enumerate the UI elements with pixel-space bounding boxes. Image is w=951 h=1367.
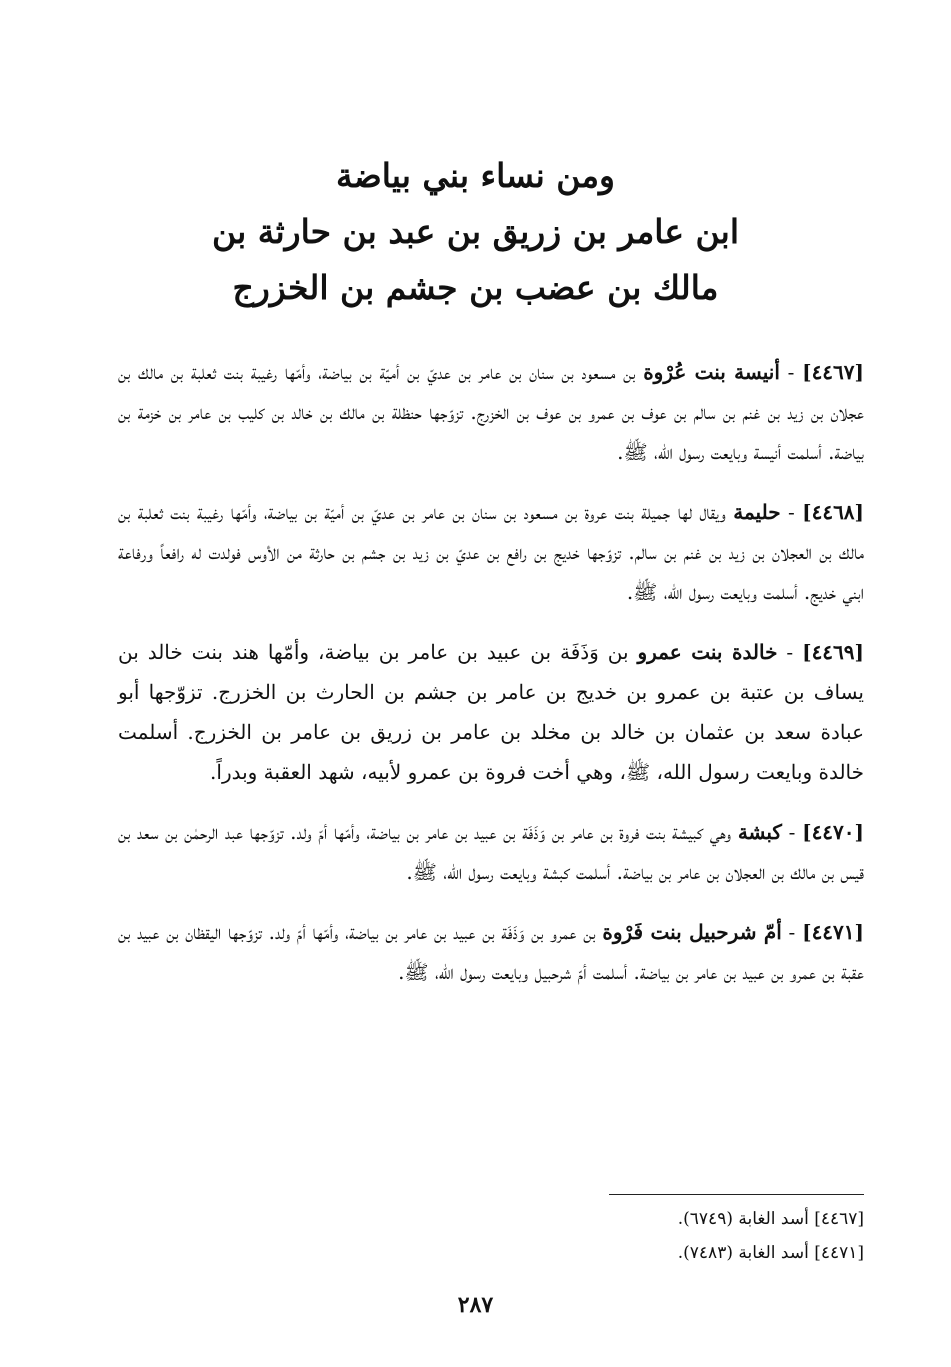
entry-name: حليمة bbox=[733, 500, 781, 524]
heading-line-1: ومن نساء بني بياضة bbox=[336, 156, 615, 195]
entry-text: ويقال لها جميلة بنت عروة بن مسعود بن سنان بن عامر بن عديّ بن أميّة بن بياضة، وأمّها رغيبة بنت ثعلبة بن مالك بن العجلان بن زيد بن غنم بن سالم. تزوّجها خديج بن رافع بن عديّ بن زيد بن جشم بن حارثة من الأوس فولدت له رافعاً ورفاعة ابني خديج. أسلمت وبايعت رسول الله، ﷺ. bbox=[118, 500, 864, 604]
entry-name: كبشة bbox=[737, 820, 782, 844]
section-heading bbox=[120, 148, 831, 316]
footnotes bbox=[480, 1202, 864, 1270]
entry-number: [٤٤٦٧] bbox=[802, 360, 864, 384]
entry-name: أنيسة بنت عُرْوة bbox=[643, 360, 780, 384]
page-number: ٢٨٧ bbox=[457, 1292, 494, 1318]
biography-entry: [٤٤٧١] - أمّ شرحبيل بنت فَرْوة بن عمرو بن وَذَفَة بن عبيد بن عامر بن بياضة، وأمّها أمّ ولد. تزوّجها اليقظان بن عبيد بن عقبة بن عمرو بن عبيد بن عامر بن بياضة. أسلمت أمّ شرحبيل وبايعت رسول الله، ﷺ. bbox=[118, 920, 864, 984]
entry-text: وهي كبيشة بنت فروة بن عامر بن وَذَفَة بن عبيد بن عامر بن بياضة، وأمّها أمّ ولد. تزوّجها عبد الرحمٰن بن سعد بن قيس بن مالك بن العجلان بن عامر بن بياضة. أسلمت كبشة وبايعت رسول الله، ﷺ. bbox=[118, 820, 864, 884]
footnote-divider bbox=[609, 1194, 864, 1195]
biography-entry: [٤٤٦٩] - خالدة بنت عمرو بن وَذَفَة بن عبيد بن عامر بن بياضة، وأمّها هند بنت خالد بن يساف بن عتبة بن عمرو بن خديج بن عامر بن جشم بن الحارث بن الخزرج. تزوّجها أبو عبادة سعد بن عثمان بن خالد بن مخلد بن عامر بن زريق بن عامر بن الخزرج. أسلمت خالدة وبايعت رسول الله، ﷺ، وهي أخت فروة بن عمرو لأبيه، شهد العقبة وبدراً. bbox=[118, 640, 864, 784]
entry-text: بن عمرو بن وَذَفَة بن عبيد بن عامر بن بياضة، وأمّها أمّ ولد. تزوّجها اليقظان بن عبيد بن عقبة بن عمرو بن عبيد بن عامر بن بياضة. أسلمت أمّ شرحبيل وبايعت رسول الله، ﷺ. bbox=[118, 920, 864, 984]
footnote: [٤٤٦٧] أسد الغابة (٦٧٤٩). bbox=[677, 1209, 864, 1229]
biography-entry: [٤٤٧٠] - كبشة وهي كبيشة بنت فروة بن عامر بن وَذَفَة بن عبيد بن عامر بن بياضة، وأمّها أمّ ولد. تزوّجها عبد الرحمٰن بن سعد بن قيس بن مالك بن العجلان بن عامر بن بياضة. أسلمت كبشة وبايعت رسول الله، ﷺ. bbox=[118, 820, 864, 884]
heading-line-2: ابن عامر بن زريق بن عبد بن حارثة بن bbox=[211, 212, 740, 251]
footnote: [٤٤٧١] أسد الغابة (٧٤٨٣). bbox=[677, 1243, 864, 1263]
entry-number: [٤٤٦٩] bbox=[802, 640, 864, 664]
biography-entry: [٤٤٦٧] - أنيسة بنت عُرْوة بن مسعود بن سنان بن عامر بن عديّ بن أميّة بن بياضة، وأمّها رغيبة بنت ثعلبة بن مالك بن عجلان بن زيد بن غنم بن سالم بن عوف بن عمرو بن عوف بن الخزرج. تزوّجها حنظلة بن مالك بن خالد بن كليب بن عامر بن خزمة بن بياضة. أسلمت أنيسة وبايعت رسول الله، ﷺ. bbox=[118, 360, 864, 464]
entry-text: بن مسعود بن سنان بن عامر بن عديّ بن أميّة بن بياضة، وأمّها رغيبة بنت ثعلبة بن مالك بن عجلان بن زيد بن غنم بن سالم بن عوف بن عمرو بن عوف بن الخزرج. تزوّجها حنظلة بن مالك بن خالد بن كليب بن عامر بن خزمة بن بياضة. أسلمت أنيسة وبايعت رسول الله، ﷺ. bbox=[118, 360, 864, 464]
biography-entry: [٤٤٦٨] - حليمة ويقال لها جميلة بنت عروة بن مسعود بن سنان بن عامر بن عديّ بن أميّة بن بياضة، وأمّها رغيبة بنت ثعلبة بن مالك بن العجلان بن زيد بن غنم بن سالم. تزوّجها خديج بن رافع بن عديّ بن زيد بن جشم بن حارثة من الأوس فولدت له رافعاً ورفاعة ابني خديج. أسلمت وبايعت رسول الله، ﷺ. bbox=[118, 500, 865, 604]
entry-name: أمّ شرحبيل بنت فَرْوة bbox=[602, 920, 782, 944]
heading-line-3: مالك بن عضب بن جشم بن الخزرج bbox=[232, 268, 719, 307]
entry-number: [٤٤٧٠] bbox=[802, 820, 864, 844]
entry-text: بن وَذَفَة بن عبيد بن عامر بن بياضة، وأمّها هند بنت خالد بن يساف بن عتبة بن عمرو بن خديج بن عامر بن جشم بن الحارث بن الخزرج. تزوّجها أبو عبادة سعد بن عثمان بن خالد بن مخلد بن عامر بن زريق بن عامر بن الخزرج. أسلمت خالدة وبايعت رسول الله، ﷺ، وهي أخت فروة بن عمرو لأبيه، شهد العقبة وبدراً. bbox=[118, 640, 864, 784]
entry-name: خالدة بنت عمرو bbox=[637, 640, 778, 664]
biography-entries bbox=[118, 352, 864, 1012]
entry-number: [٤٤٦٨] bbox=[802, 500, 865, 524]
entry-number: [٤٤٧١] bbox=[802, 920, 864, 944]
